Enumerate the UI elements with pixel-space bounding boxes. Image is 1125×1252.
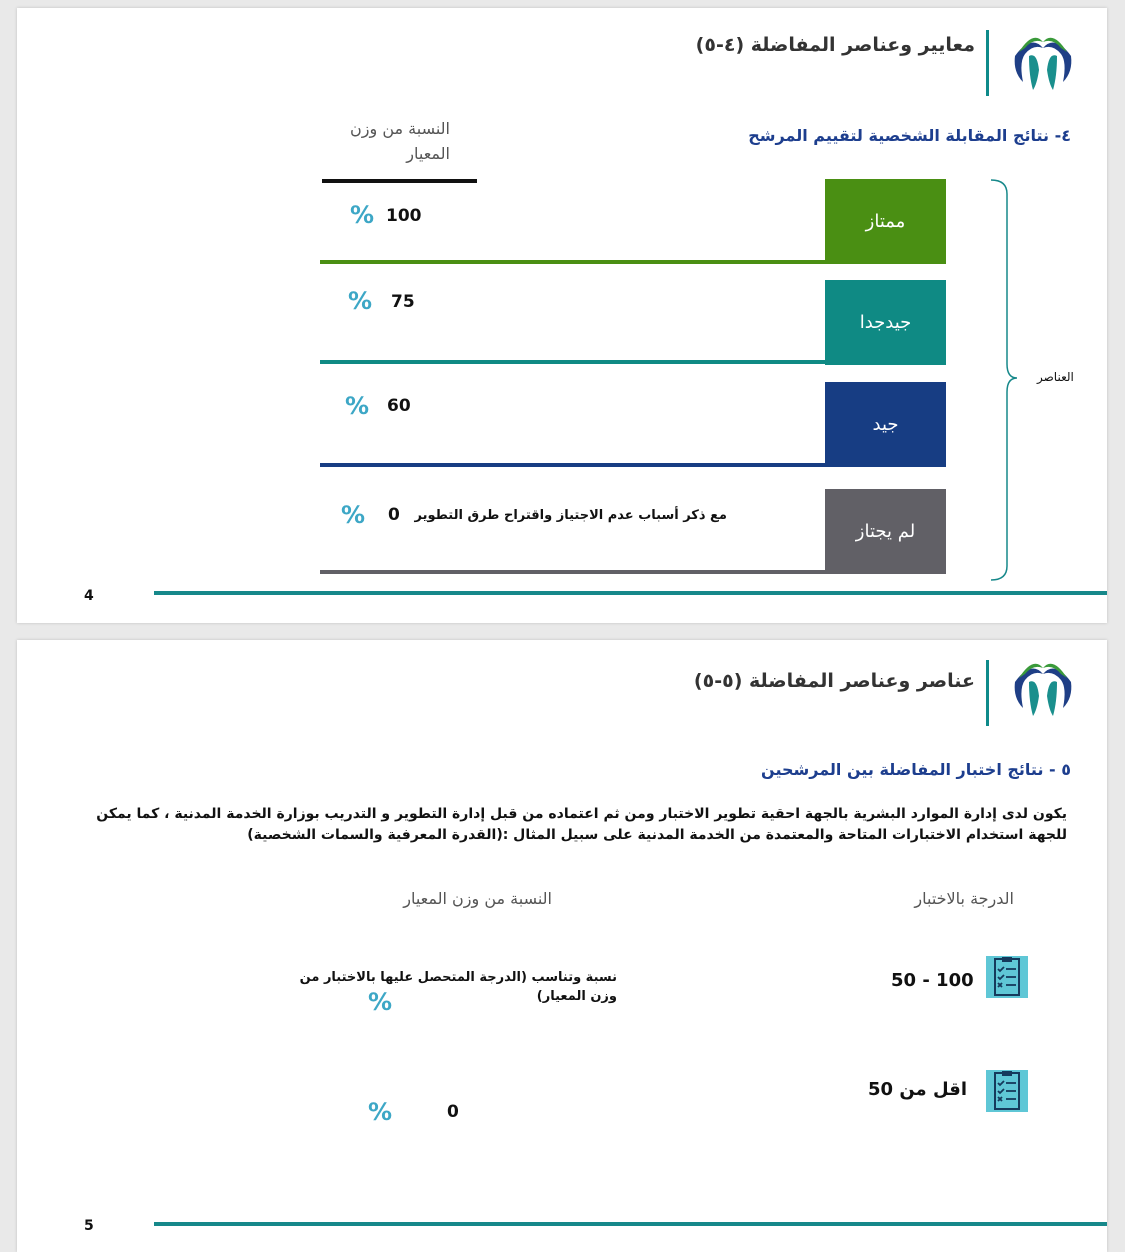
rating-very-good: جيدجدا <box>825 280 946 365</box>
ministry-logo-icon <box>1007 652 1079 724</box>
percent-icon: % <box>368 1098 393 1126</box>
checklist-icon <box>985 1069 1029 1113</box>
title-divider <box>986 660 989 726</box>
elements-label: العناصر <box>1037 370 1074 384</box>
ratio-value: 0 <box>447 1102 459 1122</box>
page-title: عناصر وعناصر المفاضلة (٥-٥) <box>693 670 975 692</box>
header-grade: الدرجة بالاختبار <box>914 889 1014 908</box>
footer-line <box>154 591 1107 595</box>
ministry-logo-icon <box>1007 26 1079 98</box>
percent-icon: % <box>350 201 375 229</box>
header-ratio: النسبة من وزن المعيار <box>403 889 552 908</box>
percent-icon: % <box>345 392 370 420</box>
rating-line-excellent <box>320 260 826 264</box>
rating-line-fail <box>320 570 826 574</box>
rating-value: 0 <box>388 505 400 525</box>
percent-icon: % <box>348 287 373 315</box>
rating-note: مع ذكر أسباب عدم الاجتياز واقتراح طرق التطوير <box>414 508 727 523</box>
slide-5 <box>17 640 1107 1252</box>
rating-fail: لم يجتاز <box>825 489 946 574</box>
page-title: معايير وعناصر المفاضلة (٤-٥) <box>695 34 975 56</box>
header-underline <box>322 179 477 183</box>
rating-value: 100 <box>386 206 422 226</box>
rating-line-very-good <box>320 360 826 364</box>
rating-good: جيد <box>825 382 946 467</box>
rating-line-good <box>320 463 826 467</box>
column-header: النسبة من وزن المعيار <box>350 119 450 163</box>
description-paragraph: يكون لدى إدارة الموارد البشرية بالجهة احقية تطوير الاختبار ومن ثم اعتماده من قبل إدارة التطوير و التدريب بوزارة الخدمة المدنية ، كما يمكن للجهة استخدام الاختبارات المتاحة والمعتمدة من الخدمة المدنية على سبيل المثال :(القدرة المعرفية والسمات الشخصية) <box>96 806 1067 843</box>
rating-excellent: ممتاز <box>825 179 946 264</box>
checklist-icon <box>985 955 1029 999</box>
percent-icon: % <box>341 501 366 529</box>
elements-bracket <box>989 178 1019 583</box>
footer-line <box>154 1222 1107 1226</box>
percent-icon: % <box>368 988 393 1016</box>
rating-value: 60 <box>387 396 411 416</box>
section-subtitle: ٥ - نتائج اختبار المفاضلة بين المرشحين <box>761 760 1071 779</box>
title-divider <box>986 30 989 96</box>
grade-range: 50 - 100 <box>891 970 974 991</box>
page-number: 4 <box>84 588 94 604</box>
ratio-text: نسبة وتناسب (الدرجة المتحصل عليها بالاختبار من وزن المعيار) <box>299 970 617 1004</box>
section-subtitle: ٤- نتائج المقابلة الشخصية لتقييم المرشح <box>748 126 1071 145</box>
page-number: 5 <box>84 1218 94 1234</box>
slide-4 <box>17 8 1107 623</box>
rating-value: 75 <box>391 292 415 312</box>
grade-range: اقل من 50 <box>868 1079 967 1100</box>
